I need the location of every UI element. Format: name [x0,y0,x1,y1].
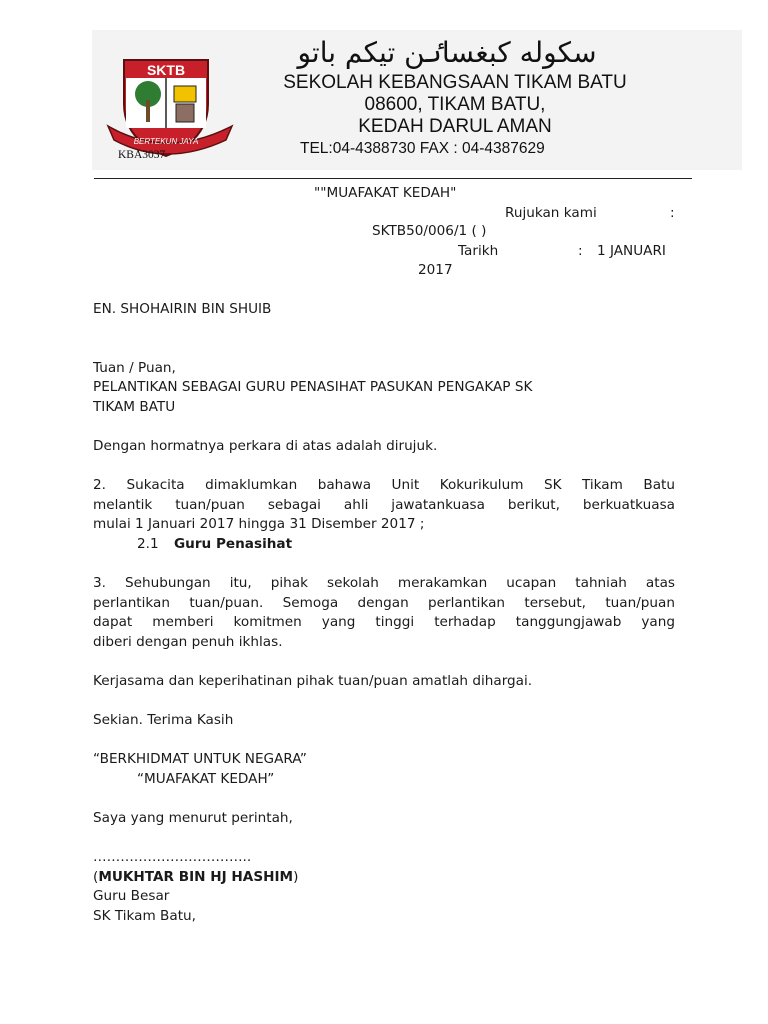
para3-line-3: dapat memberi komitmen yang tinggi terhadap tanggungjawab yang [93,614,675,630]
ref-sep: : [670,205,675,221]
school-contact: TEL:04-4388730 FAX : 04-4387629 [300,140,545,157]
para3-line-1: 3. Sehubungan itu, pihak sekolah merakamkan ucapan tahniah atas [93,575,675,591]
ref-label: Rujukan kami [505,205,597,221]
crest-motto: BERTEKUN JAYA [133,137,199,146]
header-divider [94,178,692,179]
school-name: SEKOLAH KEBANGSAAN TIKAM BATU [283,72,627,93]
jawi-text: سکوله کبغسا‌ٸن تيکم باتو [297,36,597,69]
jawi-school-name [282,28,612,72]
ref-value: SKTB50/006/1 ( ) [372,223,487,239]
school-address [240,72,670,138]
para3-line-2: perlantikan tuan/puan. Semoga dengan perlantikan tersebut, tuan/puan [93,595,675,611]
date-label: Tarikh [458,243,499,259]
recipient-name: EN. SHOHAIRIN BIN SHUIB [93,301,272,317]
para2-line-1: 2. Sukacita dimaklumkan bahawa Unit Kokurikulum SK Tikam Batu [93,477,675,493]
slogan-kedah: “MUAFAKAT KEDAH” [137,771,275,787]
para2-line-2: melantik tuan/puan sebagai ahli jawatankuasa berikut, berkuatkuasa [93,497,675,513]
slogan-negara: “BERKHIDMAT UNTUK NEGARA” [93,751,307,767]
school-code: KBA3037 [118,149,166,161]
motto-top: ""MUAFAKAT KEDAH" [314,185,457,201]
para2-line-3: mulai 1 Januari 2017 hingga 31 Disember 2017 ; [93,516,425,532]
signer-paren-close: ) [293,869,299,885]
signer-name-text: MUKHTAR BIN HJ HASHIM [98,869,294,885]
crest-label: SKTB [146,62,186,78]
sign-intro: Saya yang menurut perintah, [93,810,293,826]
date-value: 1 JANUARI [597,243,666,259]
item-label: Guru Penasihat [174,536,293,552]
salutation: Tuan / Puan, [93,360,176,376]
signature-line: …………………………….. [93,849,252,865]
date-year: 2017 [418,262,453,278]
signer-name [93,868,298,888]
item-number: 2.1 [137,536,159,552]
signer-title: Guru Besar [93,888,170,904]
school-postcode: 08600, TIKAM BATU, [364,94,546,115]
subject-line-1: PELANTIKAN SEBAGAI GURU PENASIHAT PASUKAN PENGAKAP SK [93,379,533,395]
subject-line-2: TIKAM BATU [93,399,176,415]
school-state: KEDAH DARUL AMAN [358,116,552,137]
school-crest-icon [104,56,236,160]
signer-school: SK Tikam Batu, [93,908,196,924]
closing-line: Kerjasama dan keperihatinan pihak tuan/puan amatlah dihargai. [93,673,533,689]
signer-paren-open: ( [93,869,99,885]
para3-line-4: diberi dengan penuh ikhlas. [93,634,283,650]
opening-line: Dengan hormatnya perkara di atas adalah dirujuk. [93,438,438,454]
thanks-line: Sekian. Terima Kasih [93,712,234,728]
date-sep: : [578,243,583,259]
